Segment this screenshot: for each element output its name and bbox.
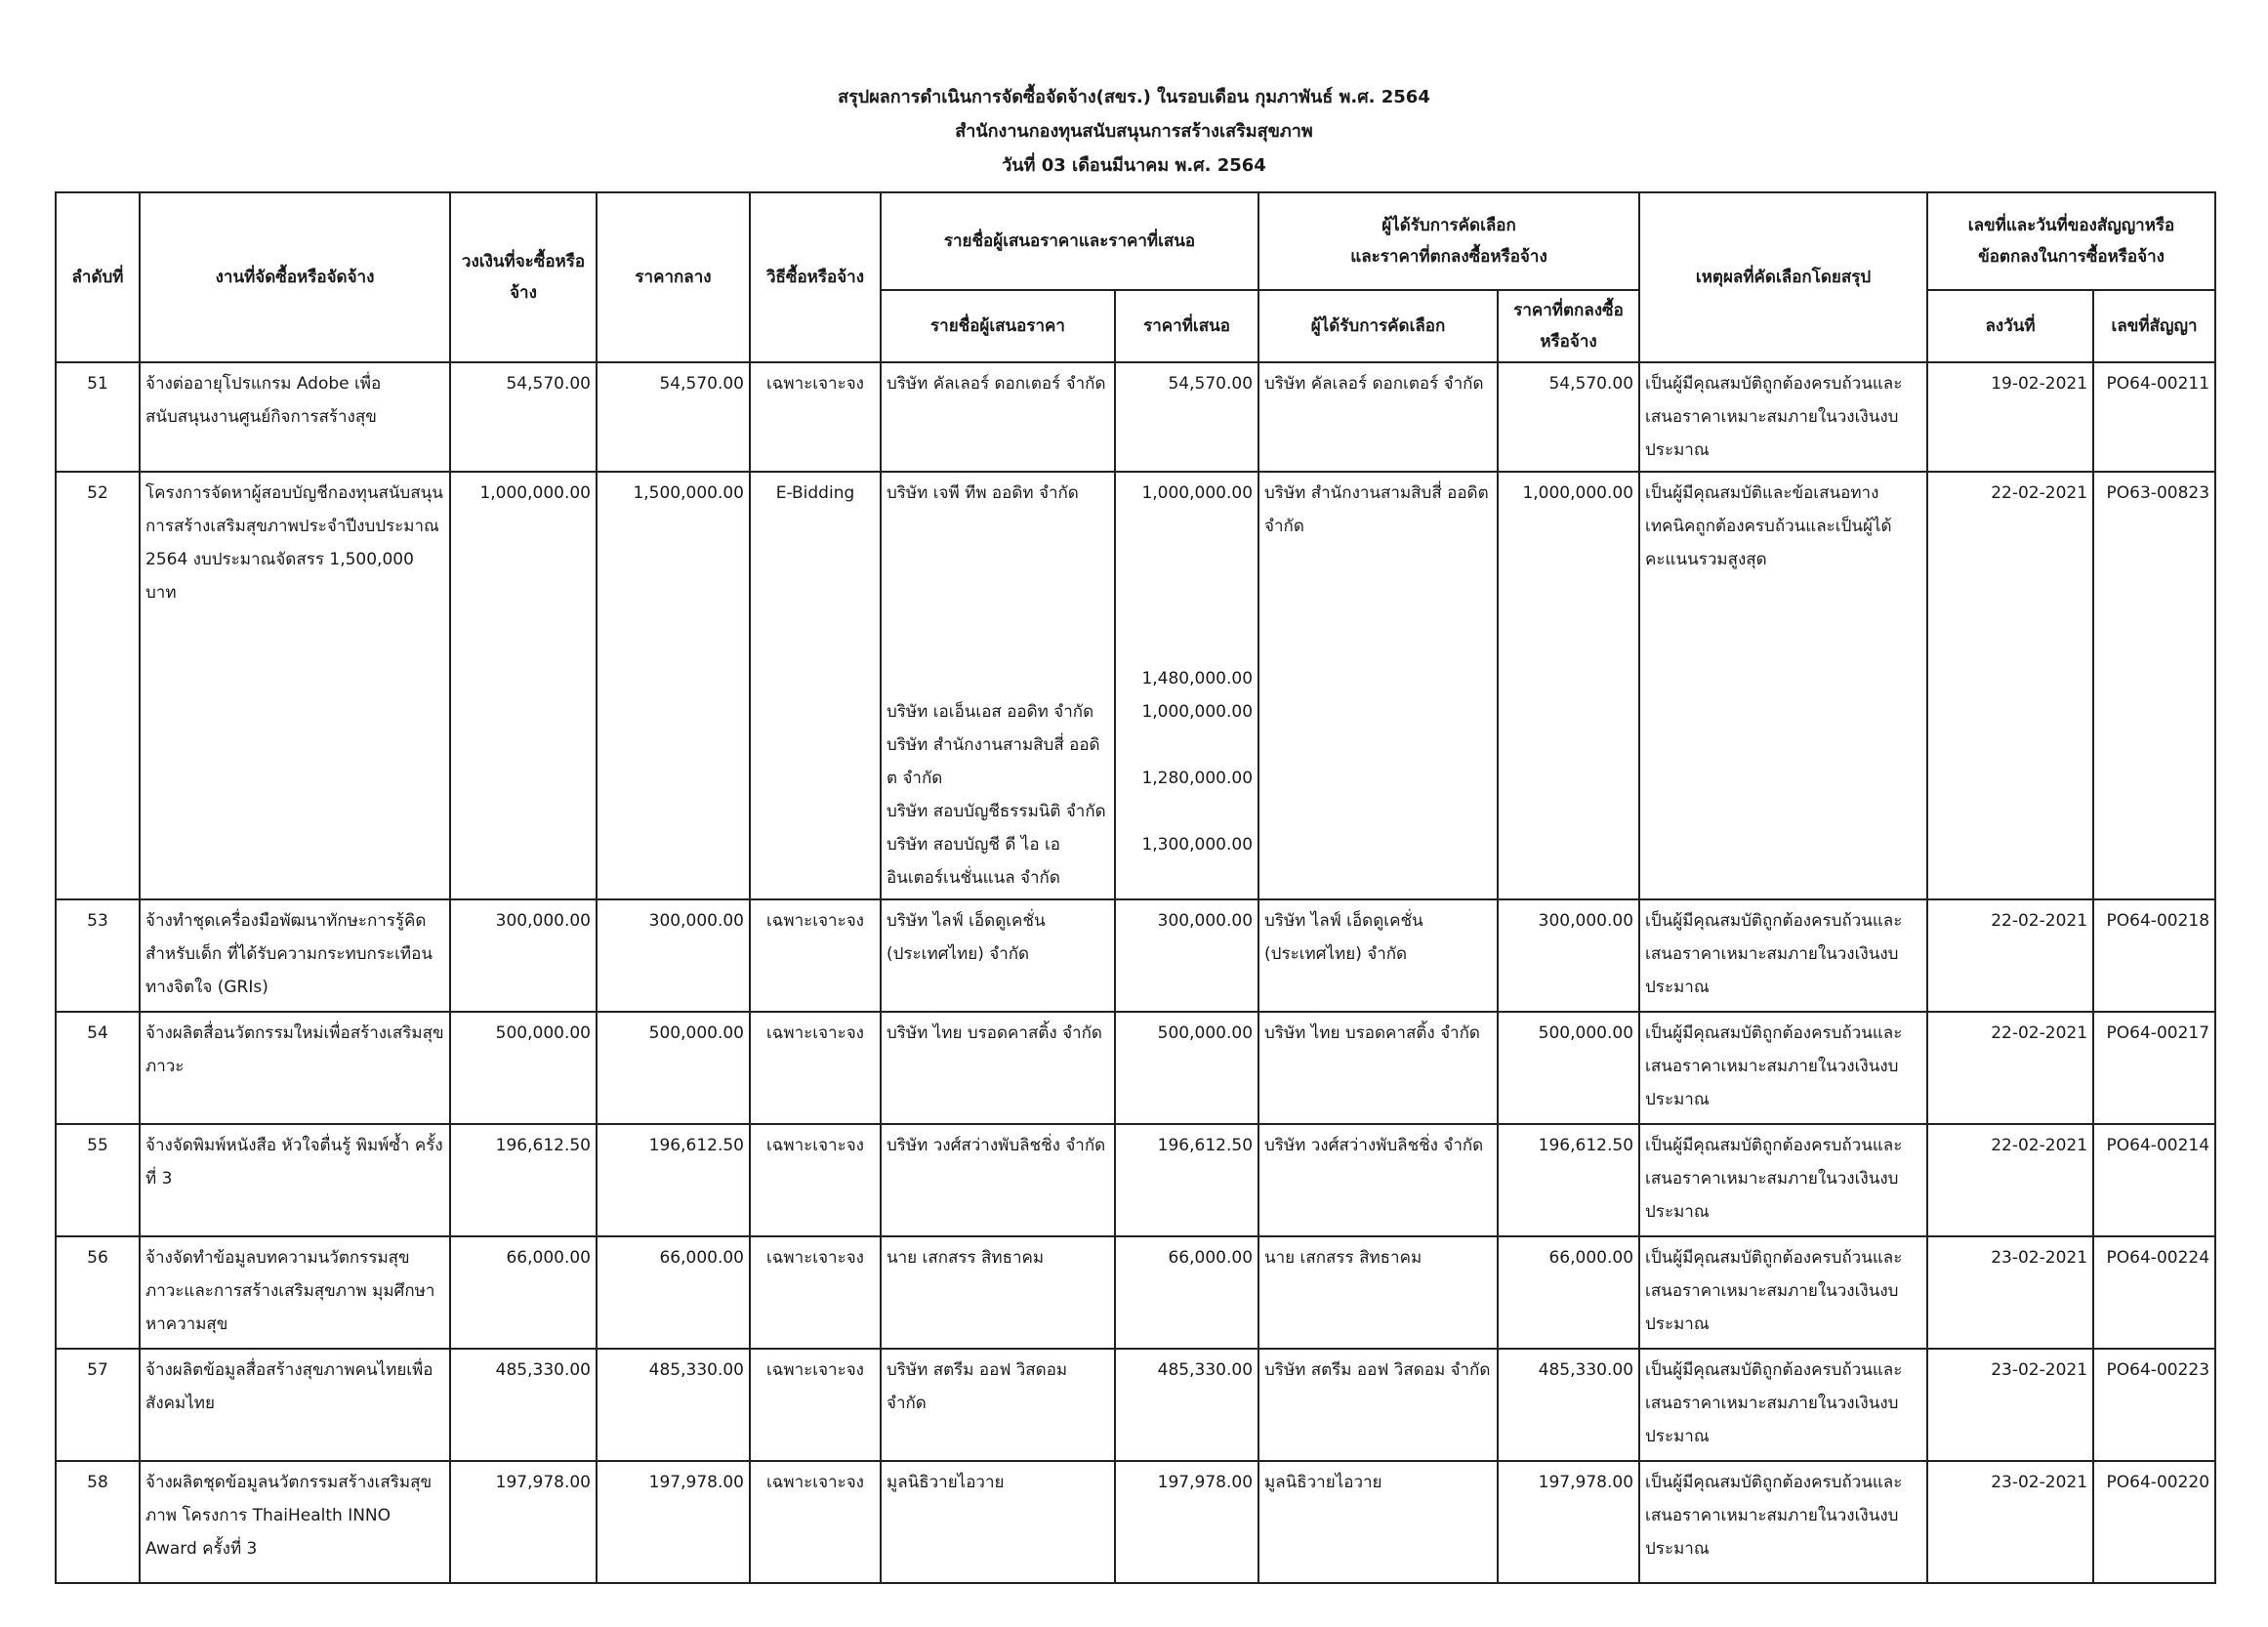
row-date: 22-02-2021	[1927, 899, 2093, 1012]
row-date: 23-02-2021	[1927, 1349, 2093, 1461]
row-bidders-list	[881, 472, 1115, 899]
row-work: จ้างผลิตสื่อนวัตกรรมใหม่เพื่อสร้างเสริมสุขภาวะ	[140, 1012, 450, 1124]
col-header-bidder-name: รายชื่อผู้เสนอราคา	[881, 290, 1115, 362]
row-budget: 300,000.00	[450, 899, 597, 1012]
col-header-no: ลำดับที่	[56, 192, 140, 362]
row-contract-no: PO64-00211	[2093, 362, 2215, 472]
row-reason: เป็นผู้มีคุณสมบัติถูกต้องครบถ้วนและเสนอราคาเหมาะสมภายในวงเงินงบประมาณ	[1639, 899, 1927, 1012]
row-method: เฉพาะเจาะจง	[750, 1236, 881, 1349]
row-bidder: มูลนิธิวายไอวาย	[881, 1461, 1115, 1583]
organization-name: สำนักงานกองทุนสนับสนุนการสร้างเสริมสุขภาพ	[955, 121, 1313, 142]
row-no: 56	[56, 1236, 140, 1349]
row-bid-price: 485,330.00	[1115, 1349, 1258, 1461]
table-row	[56, 1461, 2215, 1583]
col-header-method: วิธีซื้อหรือจ้าง	[750, 192, 881, 362]
row-budget: 500,000.00	[450, 1012, 597, 1124]
row-date: 23-02-2021	[1927, 1461, 2093, 1583]
row-reason: เป็นผู้มีคุณสมบัติถูกต้องครบถ้วนและเสนอราคาเหมาะสมภายในวงเงินงบประมาณ	[1639, 1012, 1927, 1124]
document-header	[0, 80, 2268, 183]
row-reason: เป็นผู้มีคุณสมบัติถูกต้องครบถ้วนและเสนอราคาเหมาะสมภายในวงเงินงบประมาณ	[1639, 1461, 1927, 1583]
row-selected: บริษัท สตรีม ออฟ วิสดอม จำกัด	[1258, 1349, 1498, 1461]
document-date: วันที่ 03 เดือนมีนาคม พ.ศ. 2564	[1002, 155, 1266, 176]
row-reason: เป็นผู้มีคุณสมบัติถูกต้องครบถ้วนและเสนอราคาเหมาะสมภายในวงเงินงบประมาณ	[1639, 1236, 1927, 1349]
row-bid-price: 197,978.00	[1115, 1461, 1258, 1583]
row-date: 22-02-2021	[1927, 1124, 2093, 1236]
row-contract-no: PO64-00214	[2093, 1124, 2215, 1236]
row-budget: 1,000,000.00	[450, 472, 597, 899]
col-header-contract-no: เลขที่สัญญา	[2093, 290, 2215, 362]
bid-price: 1,300,000.00	[1141, 835, 1254, 855]
row-median: 300,000.00	[597, 899, 750, 1012]
row-date: 19-02-2021	[1927, 362, 2093, 472]
col-header-work: งานที่จัดซื้อหรือจัดจ้าง	[140, 192, 450, 362]
row-budget: 196,612.50	[450, 1124, 597, 1236]
row-no: 53	[56, 899, 140, 1012]
row-date: 22-02-2021	[1927, 472, 2093, 899]
row-method: เฉพาะเจาะจง	[750, 1349, 881, 1461]
row-no: 54	[56, 1012, 140, 1124]
row-selected: บริษัท วงศ์สว่างพับลิชชิ่ง จำกัด	[1258, 1124, 1498, 1236]
row-median: 54,570.00	[597, 362, 750, 472]
row-agreed: 196,612.50	[1498, 1124, 1639, 1236]
table-row	[56, 899, 2215, 1012]
row-median: 66,000.00	[597, 1236, 750, 1349]
bid-price: 1,480,000.00	[1141, 669, 1254, 688]
document-title: สรุปผลการดำเนินการจัดซื้อจัดจ้าง(สขร.) ในรอบเดือน กุมภาพันธ์ พ.ศ. 2564	[838, 87, 1430, 107]
row-reason: เป็นผู้มีคุณสมบัติถูกต้องครบถ้วนและเสนอราคาเหมาะสมภายในวงเงินงบประมาณ	[1639, 1124, 1927, 1236]
row-contract-no: PO64-00218	[2093, 899, 2215, 1012]
row-no: 55	[56, 1124, 140, 1236]
col-header-budget: วงเงินที่จะซื้อหรือจ้าง	[450, 192, 597, 362]
row-agreed: 197,978.00	[1498, 1461, 1639, 1583]
row-agreed: 500,000.00	[1498, 1012, 1639, 1124]
row-reason: เป็นผู้มีคุณสมบัติและข้อเสนอทางเทคนิคถูกต้องครบถ้วนและเป็นผู้ได้คะแนนรวมสูงสุด	[1639, 472, 1927, 899]
row-selected: บริษัท สำนักงานสามสิบสี่ ออดิต จำกัด	[1258, 472, 1498, 899]
row-selected: บริษัท ไทย บรอดคาสติ้ง จำกัด	[1258, 1012, 1498, 1124]
row-agreed: 485,330.00	[1498, 1349, 1639, 1461]
row-work: จ้างจัดพิมพ์หนังสือ หัวใจตื่นรู้ พิมพ์ซ้ำ ครั้งที่ 3	[140, 1124, 450, 1236]
bidder-name: บริษัท สอบบัญชีธรรมนิติ จำกัด	[887, 802, 1106, 821]
row-bidder: บริษัท วงศ์สว่างพับลิชชิ่ง จำกัด	[881, 1124, 1115, 1236]
table-row	[56, 1236, 2215, 1349]
row-selected: นาย เสกสรร สิทธาคม	[1258, 1236, 1498, 1349]
row-budget: 66,000.00	[450, 1236, 597, 1349]
row-budget: 485,330.00	[450, 1349, 597, 1461]
row-work: จ้างทำชุดเครื่องมือพัฒนาทักษะการรู้คิดสำหรับเด็ก ที่ได้รับความกระทบกระเทือนทางจิตใจ (GRIs)	[140, 899, 450, 1012]
row-method: เฉพาะเจาะจง	[750, 899, 881, 1012]
row-bid-price: 54,570.00	[1115, 362, 1258, 472]
col-header-median: ราคากลาง	[597, 192, 750, 362]
col-header-contract-group	[1927, 192, 2215, 290]
row-agreed: 300,000.00	[1498, 899, 1639, 1012]
selected-group-line2: และราคาที่ตกลงซื้อหรือจ้าง	[1350, 247, 1547, 267]
col-header-agreed-price: ราคาที่ตกลงซื้อหรือจ้าง	[1498, 290, 1639, 362]
row-bidder: บริษัท สตรีม ออฟ วิสดอม จำกัด	[881, 1349, 1115, 1461]
table-row	[56, 1012, 2215, 1124]
row-reason: เป็นผู้มีคุณสมบัติถูกต้องครบถ้วนและเสนอราคาเหมาะสมภายในวงเงินงบประมาณ	[1639, 1349, 1927, 1461]
row-selected: มูลนิธิวายไอวาย	[1258, 1461, 1498, 1583]
col-header-reason: เหตุผลที่คัดเลือกโดยสรุป	[1639, 192, 1927, 362]
selected-group-line1: ผู้ได้รับการคัดเลือก	[1381, 216, 1516, 235]
row-agreed: 66,000.00	[1498, 1236, 1639, 1349]
col-header-date: ลงวันที่	[1927, 290, 2093, 362]
bid-price: 1,000,000.00	[1141, 702, 1254, 722]
row-bidder: บริษัท ไทย บรอดคาสติ้ง จำกัด	[881, 1012, 1115, 1124]
row-date: 23-02-2021	[1927, 1236, 2093, 1349]
row-method: เฉพาะเจาะจง	[750, 362, 881, 472]
row-median: 196,612.50	[597, 1124, 750, 1236]
row-median: 1,500,000.00	[597, 472, 750, 899]
row-method: เฉพาะเจาะจง	[750, 1012, 881, 1124]
col-header-selected-name: ผู้ได้รับการคัดเลือก	[1258, 290, 1498, 362]
row-contract-no: PO64-00223	[2093, 1349, 2215, 1461]
row-work: จ้างต่ออายุโปรแกรม Adobe เพื่อสนับสนุนงานศูนย์กิจการสร้างสุข	[140, 362, 450, 472]
row-bid-price: 66,000.00	[1115, 1236, 1258, 1349]
col-header-bidders-group: รายชื่อผู้เสนอราคาและราคาที่เสนอ	[881, 192, 1258, 290]
procurement-table	[55, 191, 2216, 1584]
row-method: เฉพาะเจาะจง	[750, 1124, 881, 1236]
bidder-name: บริษัท สอบบัญชี ดี ไอ เอ อินเตอร์เนชั่นแนล จำกัด	[887, 835, 1060, 888]
row-no: 57	[56, 1349, 140, 1461]
row-selected: บริษัท คัลเลอร์ ดอกเตอร์ จำกัด	[1258, 362, 1498, 472]
contract-group-line1: เลขที่และวันที่ของสัญญาหรือ	[1967, 216, 2175, 235]
row-bidder: บริษัท ไลฟ์ เอ็ดดูเคชั่น (ประเทศไทย) จำกัด	[881, 899, 1115, 1012]
row-budget: 54,570.00	[450, 362, 597, 472]
row-contract-no: PO64-00217	[2093, 1012, 2215, 1124]
bidder-name: บริษัท สำนักงานสามสิบสี่ ออดิต จำกัด	[887, 735, 1100, 788]
row-selected: บริษัท ไลฟ์ เอ็ดดูเคชั่น (ประเทศไทย) จำกัด	[1258, 899, 1498, 1012]
row-reason: เป็นผู้มีคุณสมบัติถูกต้องครบถ้วนและเสนอราคาเหมาะสมภายในวงเงินงบประมาณ	[1639, 362, 1927, 472]
row-method: E-Bidding	[750, 472, 881, 899]
row-budget: 197,978.00	[450, 1461, 597, 1583]
row-no: 52	[56, 472, 140, 899]
row-method: เฉพาะเจาะจง	[750, 1461, 881, 1583]
row-median: 197,978.00	[597, 1461, 750, 1583]
row-work: จ้างจัดทำข้อมูลบทความนวัตกรรมสุขภาวะและการสร้างเสริมสุขภาพ มุมศึกษาหาความสุข	[140, 1236, 450, 1349]
row-agreed: 54,570.00	[1498, 362, 1639, 472]
row-contract-no: PO64-00224	[2093, 1236, 2215, 1349]
row-date: 22-02-2021	[1927, 1012, 2093, 1124]
row-bidder: บริษัท คัลเลอร์ ดอกเตอร์ จำกัด	[881, 362, 1115, 472]
row-bid-prices-list	[1115, 472, 1258, 899]
row-contract-no: PO63-00823	[2093, 472, 2215, 899]
table-row	[56, 1349, 2215, 1461]
bidder-name: บริษัท เอเอ็นเอส ออดิท จำกัด	[887, 702, 1094, 722]
col-header-selected-group	[1258, 192, 1639, 290]
table-row	[56, 472, 2215, 899]
row-work: จ้างผลิตชุดข้อมูลนวัตกรรมสร้างเสริมสุขภาพ โครงการ ThaiHealth INNO Award ครั้งที่ 3	[140, 1461, 450, 1583]
row-bid-price: 300,000.00	[1115, 899, 1258, 1012]
row-no: 58	[56, 1461, 140, 1583]
row-agreed: 1,000,000.00	[1498, 472, 1639, 899]
row-bid-price: 500,000.00	[1115, 1012, 1258, 1124]
row-median: 485,330.00	[597, 1349, 750, 1461]
row-no: 51	[56, 362, 140, 472]
row-work: โครงการจัดหาผู้สอบบัญชีกองทุนสนับสนุนการสร้างเสริมสุขภาพประจำปีงบประมาณ 2564 งบประมาณจัดสรร 1,500,000 บาท	[140, 472, 450, 899]
table-row	[56, 1124, 2215, 1236]
table-row	[56, 362, 2215, 472]
row-bidder: นาย เสกสรร สิทธาคม	[881, 1236, 1115, 1349]
bidder-name: บริษัท เจพี ทีพ ออดิท จำกัด	[887, 483, 1079, 503]
row-median: 500,000.00	[597, 1012, 750, 1124]
row-contract-no: PO64-00220	[2093, 1461, 2215, 1583]
bid-price: 1,280,000.00	[1141, 769, 1254, 788]
contract-group-line2: ข้อตกลงในการซื้อหรือจ้าง	[1978, 247, 2165, 267]
bid-price: 1,000,000.00	[1141, 483, 1254, 503]
col-header-bid-price: ราคาที่เสนอ	[1115, 290, 1258, 362]
row-bid-price: 196,612.50	[1115, 1124, 1258, 1236]
row-work: จ้างผลิตข้อมูลสื่อสร้างสุขภาพคนไทยเพื่อสังคมไทย	[140, 1349, 450, 1461]
